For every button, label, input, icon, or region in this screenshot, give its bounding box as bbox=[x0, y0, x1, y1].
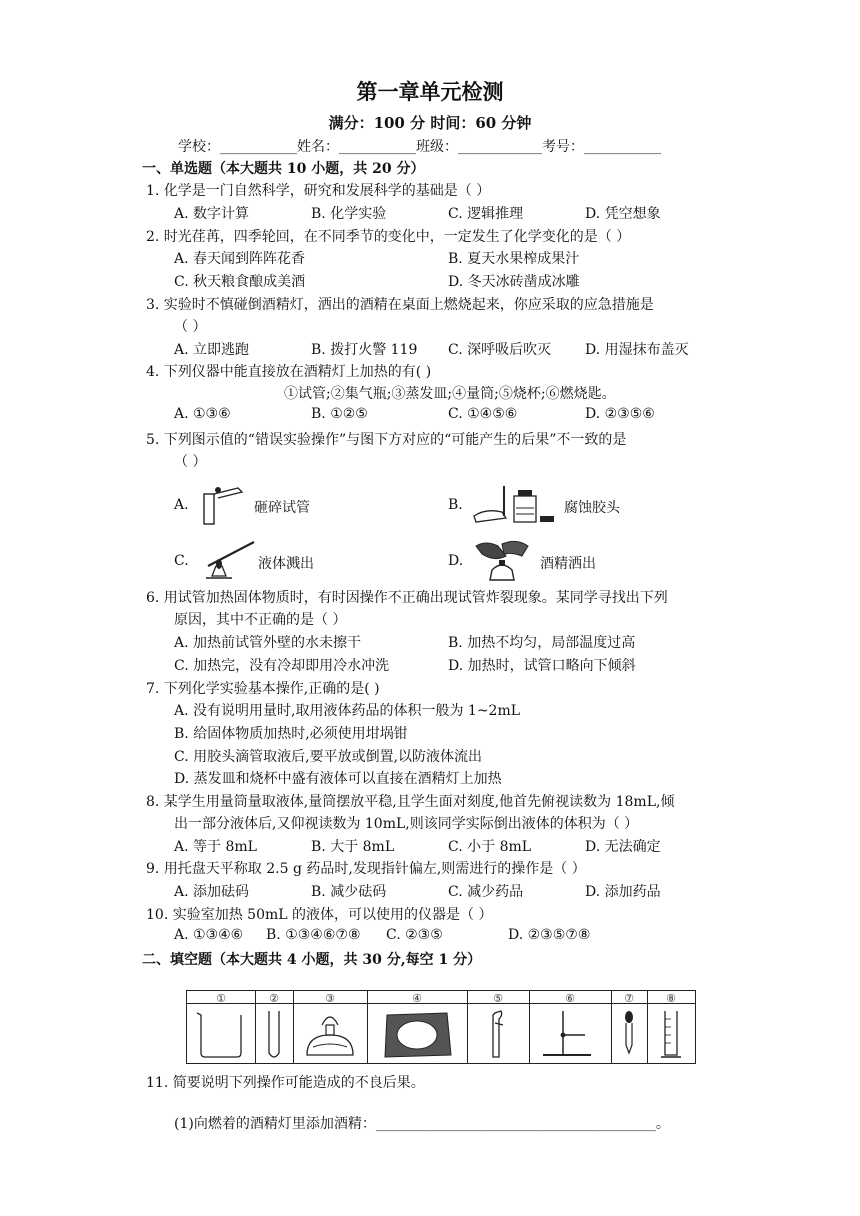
instrument-number: ④ bbox=[412, 992, 422, 1005]
instrument-cell-3 bbox=[293, 991, 368, 1063]
question-9-stem: 9. 用托盘天平称取 2.5 g 药品时,发现指针偏左,则需进行的操作是（ ） bbox=[146, 861, 586, 877]
question-1-stem: 1. 化学是一门自然科学，研究和发展科学的基础是（ ） bbox=[146, 183, 491, 199]
question-7-stem: 7. 下列化学实验基本操作,正确的是( ) bbox=[146, 681, 380, 697]
question-4-stem: 4. 下列仪器中能直接放在酒精灯上加热的有( ) bbox=[146, 364, 432, 380]
question-5-c-text: 液体溅出 bbox=[258, 556, 314, 572]
question-3-stem-cont: （ ） bbox=[174, 319, 207, 335]
question-2-option-c[interactable]: C. 秋天粮食酿成美酒 bbox=[174, 274, 306, 290]
question-3-option-c[interactable]: C. 深呼吸后吹灭 bbox=[448, 342, 552, 358]
student-info-line: 学校：___________姓名：___________班级：____________考号：___________ bbox=[178, 139, 661, 155]
question-11-stem: 11. 简要说明下列操作可能造成的不良后果。 bbox=[146, 1075, 425, 1091]
question-3-option-a[interactable]: A. 立即逃跑 bbox=[174, 342, 250, 358]
question-10-option-c[interactable]: C. ②③⑤ bbox=[386, 927, 443, 943]
question-5-option-a[interactable]: A. bbox=[174, 497, 189, 513]
question-2-stem: 2. 时光荏苒，四季轮回，在不同季节的变化中，一定发生了化学变化的是（ ） bbox=[146, 229, 631, 245]
beaker-icon bbox=[187, 1005, 255, 1063]
dropper-bottle-icon bbox=[470, 482, 558, 528]
instrument-number: ② bbox=[269, 992, 279, 1005]
section-heading-fill-in: 二、填空题（本大题共 4 小题，共 30 分,每空 1 分） bbox=[142, 952, 482, 968]
instrument-number: ① bbox=[216, 992, 226, 1005]
question-5-b-text: 腐蚀胶头 bbox=[564, 500, 620, 516]
question-6-option-c[interactable]: C. 加热完，没有冷却即用冷水冲洗 bbox=[174, 658, 390, 674]
instrument-number: ③ bbox=[325, 992, 335, 1005]
question-10-option-d[interactable]: D. ②③⑤⑦⑧ bbox=[508, 927, 591, 943]
question-4-option-d[interactable]: D. ②③⑤⑥ bbox=[585, 406, 655, 422]
gauze-icon bbox=[367, 1005, 467, 1063]
question-10-option-b[interactable]: B. ①③④⑥⑦⑧ bbox=[266, 927, 361, 943]
question-4-items: ①试管;②集气瓶;③蒸发皿;④量筒;⑤烧杯;⑥燃烧匙。 bbox=[284, 386, 616, 402]
question-2-option-d[interactable]: D. 冬天冰砖凿成冰雕 bbox=[448, 274, 580, 290]
question-5-d-text: 酒精洒出 bbox=[540, 556, 596, 572]
question-5-stem: 5. 下列图示值的“错误实验操作”与图下方对应的“可能产生的后果”不一致的是 bbox=[146, 432, 627, 448]
question-3-option-d[interactable]: D. 用湿抹布盖灭 bbox=[585, 342, 689, 358]
question-9-option-d[interactable]: D. 添加药品 bbox=[585, 884, 661, 900]
instrument-number: ⑧ bbox=[666, 992, 676, 1005]
question-7-option-b[interactable]: B. 给固体物质加热时,必须使用坩埚钳 bbox=[174, 726, 408, 742]
question-2-option-b[interactable]: B. 夏天水果榨成果汁 bbox=[448, 251, 580, 267]
question-5-option-c[interactable]: C. bbox=[174, 553, 189, 569]
question-3-option-b[interactable]: B. 拨打火警 119 bbox=[311, 342, 418, 358]
page-subtitle: 满分：100 分 时间：60 分钟 bbox=[328, 114, 532, 132]
instrument-cell-6 bbox=[529, 991, 612, 1063]
instrument-cell-5 bbox=[467, 991, 530, 1063]
question-10-stem: 10. 实验室加热 50mL 的液体，可以使用的仪器是（ ） bbox=[146, 907, 493, 923]
instrument-cell-4 bbox=[367, 991, 468, 1063]
question-1-option-a[interactable]: A. 数字计算 bbox=[174, 206, 250, 222]
alcohol-lamp-icon bbox=[293, 1005, 367, 1063]
question-8-option-d[interactable]: D. 无法确定 bbox=[585, 839, 661, 855]
question-8-option-c[interactable]: C. 小于 8mL bbox=[448, 839, 532, 855]
instrument-cell-7 bbox=[611, 991, 648, 1063]
question-7-option-a[interactable]: A. 没有说明用量时,取用液体药品的体积一般为 1~2mL bbox=[174, 703, 521, 719]
question-7-option-c[interactable]: C. 用胶头滴管取液后,要平放或倒置,以防液体流出 bbox=[174, 749, 483, 765]
question-6-stem-cont: 原因，其中不正确的是（ ） bbox=[174, 612, 347, 628]
question-8-stem-cont: 出一部分液体后,又仰视读数为 10mL,则该同学实际倒出液体的体积为（ ） bbox=[174, 816, 639, 832]
dropper-icon bbox=[611, 1005, 647, 1063]
question-4-option-b[interactable]: B. ①②⑤ bbox=[311, 406, 368, 422]
question-6-option-d[interactable]: D. 加热时，试管口略向下倾斜 bbox=[448, 658, 636, 674]
question-8-stem: 8. 某学生用量筒量取液体,量筒摆放平稳,且学生面对刻度,他首先俯视读数为 18mL,倾 bbox=[146, 794, 675, 810]
question-8-option-b[interactable]: B. 大于 8mL bbox=[311, 839, 395, 855]
heating-tube-icon bbox=[198, 536, 260, 582]
question-4-option-a[interactable]: A. ①③⑥ bbox=[174, 406, 231, 422]
question-8-option-a[interactable]: A. 等于 8mL bbox=[174, 839, 257, 855]
question-3-stem: 3. 实验时不慎碰倒酒精灯，洒出的酒精在桌面上燃烧起来，你应采取的应急措施是 bbox=[146, 297, 654, 313]
instrument-cell-8 bbox=[647, 991, 695, 1063]
question-7-option-d[interactable]: D. 蒸发皿和烧杯中盛有液体可以直接在酒精灯上加热 bbox=[174, 771, 502, 787]
question-1-option-b[interactable]: B. 化学实验 bbox=[311, 206, 387, 222]
question-11-part-1[interactable]: (1)向燃着的酒精灯里添加酒精：________________________________________。 bbox=[174, 1116, 670, 1132]
instrument-cell-1 bbox=[187, 991, 256, 1063]
question-10-option-a[interactable]: A. ①③④⑥ bbox=[174, 927, 244, 943]
instrument-cell-2 bbox=[255, 991, 294, 1063]
question-4-option-c[interactable]: C. ①④⑤⑥ bbox=[448, 406, 518, 422]
instrument-number: ⑤ bbox=[493, 992, 503, 1005]
instrument-number: ⑦ bbox=[624, 992, 634, 1005]
instrument-strip bbox=[186, 990, 696, 1064]
iron-stand-icon bbox=[529, 1005, 611, 1063]
question-1-option-c[interactable]: C. 逻辑推理 bbox=[448, 206, 524, 222]
test-tube-icon bbox=[255, 1005, 293, 1063]
page-title: 第一章单元检测 bbox=[356, 80, 504, 104]
question-5-option-b[interactable]: B. bbox=[448, 497, 463, 513]
alcohol-lamp-pour-icon bbox=[472, 538, 542, 584]
question-6-option-a[interactable]: A. 加热前试管外壁的水未擦干 bbox=[174, 635, 362, 651]
question-6-stem: 6. 用试管加热固体物质时，有时因操作不正确出现试管炸裂现象。某同学寻找出下列 bbox=[146, 590, 668, 606]
clamp-icon bbox=[467, 1005, 529, 1063]
instrument-number: ⑥ bbox=[565, 992, 575, 1005]
question-5-a-text: 砸碎试管 bbox=[254, 500, 310, 516]
question-5-stem-cont: （ ） bbox=[174, 454, 207, 470]
question-1-option-d[interactable]: D. 凭空想象 bbox=[585, 206, 661, 222]
question-2-option-a[interactable]: A. 春天闻到阵阵花香 bbox=[174, 251, 306, 267]
section-heading-single-choice: 一、单选题（本大题共 10 小题，共 20 分） bbox=[142, 161, 425, 177]
question-5-option-d[interactable]: D. bbox=[448, 553, 464, 569]
graduated-cylinder-icon bbox=[647, 1005, 695, 1063]
question-6-option-b[interactable]: B. 加热不均匀，局部温度过高 bbox=[448, 635, 636, 651]
question-9-option-a[interactable]: A. 添加砝码 bbox=[174, 884, 250, 900]
question-9-option-b[interactable]: B. 减少砝码 bbox=[311, 884, 387, 900]
question-9-option-c[interactable]: C. 减少药品 bbox=[448, 884, 524, 900]
tube-drop-icon bbox=[198, 482, 248, 526]
